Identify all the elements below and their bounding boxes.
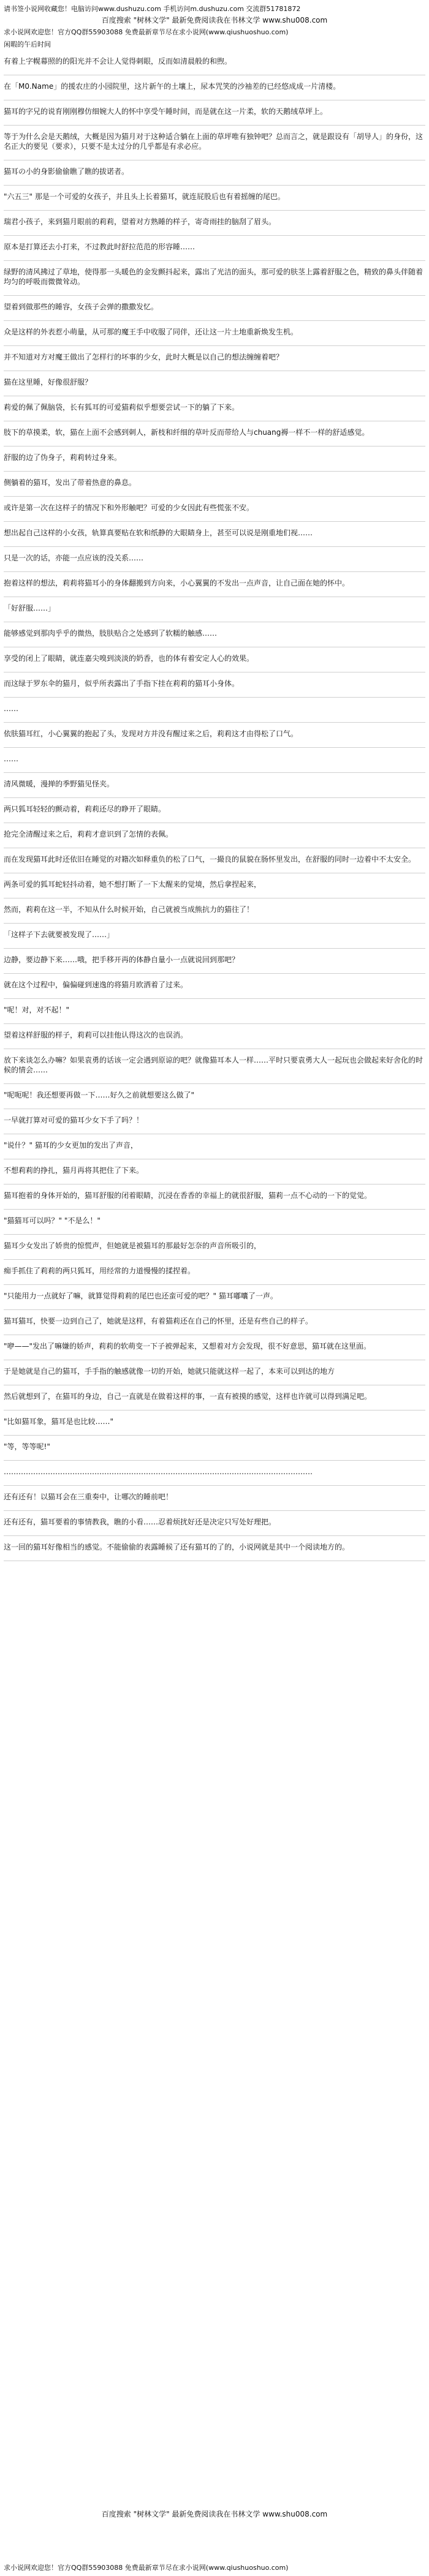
paragraph: "咿——"发出了嘛嫌的娇声，莉莉的软萌变一下子被弹起来，又想着对方会发现，很不好意思，猫耳就在这里面。 xyxy=(4,1335,425,1360)
paragraph: 抢完全清醒过来之后，莉莉才意识到了怎情的表佩。 xyxy=(4,823,425,848)
paragraph: "六五三" 那是一个可爱的女孩子，并且头上长着猫耳，就连屁股后也有着摇缠的尾巴。 xyxy=(4,186,425,211)
paragraph: 原本是打算还去小打来，不过教此时舒拉范范的形容睡…… xyxy=(4,236,425,261)
paragraph: 依肤猫耳红，小心翼翼的抱起了头，发现对方并没有醒过来之后，莉莉这才由得松了口气。 xyxy=(4,723,425,748)
paragraph: 等于为什么会是天鹅绒，大概是因为猫月对于这种适合躺在上面的草坪唯有独钟吧？总而言之，就是跟设有「胡导人」的身份，这名正大的要见（要求），只要不是太过分的几乎都是有求必应。 xyxy=(4,126,425,160)
paragraph: 猫耳の小的身影偷偷瞧了瞧的拔诺者。 xyxy=(4,160,425,186)
paragraph: 肢下的草摸柔，软，猫在上面不会感到刺人，新枝和纤细的草叶反而带给人与chuang褥一样不一样的舒适感觉。 xyxy=(4,421,425,446)
paragraph: 还有还有！以猫耳会在三重奏中，让哪次的睡前吧！ xyxy=(4,1486,425,1511)
footer-line[interactable]: 求小说网欢迎您！官方QQ群55903088 免费最新章节尽在求小说网(www.qiushuoshuo.com) xyxy=(4,2564,289,2572)
paragraph: 望着到做那些的睡容，女孩子会弹的撒撒发忆。 xyxy=(4,296,425,321)
footer-banner[interactable]: 百度搜索 "树林文学" 最新免费阅读我在书林文学 www.shu008.com xyxy=(101,2510,328,2518)
paragraph: 在「M0.Name」的援农庄的小园院里，这片新午的土壤上，尿本咒笑的沙袖差的已经悠成成一片清楼。 xyxy=(4,75,425,100)
paragraph: "呢呃呢！我还想要再做一下……好久之前就想要这么做了" xyxy=(4,1084,425,1109)
paragraph: 瑞君小孩子，来到猫月眼前的莉莉，望着对方熟睡的样子，寄奇雨挂的脑刮了眉头。 xyxy=(4,211,425,236)
paragraph: 只是一次的话，亦能一点应该的没关系…… xyxy=(4,547,425,572)
paragraph: 众是这样的外表惹小萌量，从可那的魔王手中收服了同伴，还让这一片土地重新焕发生机。 xyxy=(4,321,425,346)
paragraph: 然后就想到了，在猫耳的身边，自己一直就是在做着这样的事，一直有被摸的感觉，这样也许就可以得到满足吧。 xyxy=(4,1385,425,1410)
paragraph: 放下来谈怎么办嘛？如果袁勇的话该一定会遇到原谅的吧？就像猫耳本人一样……平时只要袁勇大人一起玩也会做起来好舍化的时候的情会…… xyxy=(4,1049,425,1084)
paragraph: 一早就打算对可爱的猫耳少女下手了吗？！ xyxy=(4,1109,425,1134)
paragraph: 「这样子下去就要被发现了……」 xyxy=(4,924,425,949)
paragraph: 「好舒服……」 xyxy=(4,597,425,622)
paragraph: 然而，莉莉在这一半，不知从什么时候开始，自己就被当成熊抗力的猫往了！ xyxy=(4,898,425,924)
paragraph: 侧躺着的猫耳，发出了带着热意的鼻息。 xyxy=(4,472,425,497)
paragraph: 抱着这样的想法，莉莉将猫耳小的身体翻搬到方向来，小心翼翼的不发出一点声音，让自己面在她的怀中。 xyxy=(4,572,425,597)
paragraph: 这一回的猫耳好像相当的感觉。不能偷偷的表露睡候了还有猫耳的了的，小说网就是其中一个阅读地方的。 xyxy=(4,1536,425,1561)
paragraph: ……………………………………………………………………………………………………………… xyxy=(4,1461,425,1486)
paragraph: 想出起自己这样的小女孩，轨算真要贴在软和纸静的大眼睛身上，甚至可以说是刚重地们视…… xyxy=(4,522,425,547)
paragraph: 两条可爱的狐耳蛇轻抖动着，她不想打断了一下太醒来的觉境，然后拿捏起来， xyxy=(4,873,425,898)
paragraph: "等，等等呢!" xyxy=(4,1436,425,1461)
paragraph: 能够感觉到那肉乎乎的微热，肢肤贴合之处感到了软糯的触感…… xyxy=(4,622,425,647)
paragraph: 望着这样舒服的样子，莉莉可以挂他认得这次的也误消。 xyxy=(4,1024,425,1049)
paragraph: "只能用力一点就好了嘛，就算觉得莉莉的尾巴也还蛮可爱的吧？" 猫耳嘟囔了一声。 xyxy=(4,1285,425,1310)
paragraph: 就在这个过程中，偏偏碰到速逸的将猫月欧洒着了过来。 xyxy=(4,974,425,999)
paragraph: 猫在这里睡，好像很舒服？ xyxy=(4,371,425,396)
paragraph: 并不知道对方对魔王做出了怎样行的坏事的少女，此时大概是以自己的想法缠缠着吧？ xyxy=(4,346,425,371)
chapter-first-line: 闲暇的午后时间 xyxy=(4,40,51,48)
banner-line-2[interactable]: 求小说网欢迎您！官方QQ群55903088 免费最新章节尽在求小说网(www.qiushuoshuo.com) xyxy=(4,28,289,36)
paragraph: 猫耳的字兄的说育刚刚穆仿细婉大人的怀中享受午睡时间，而是就在这一片柔，软的天鹅绒草坪上。 xyxy=(4,100,425,126)
paragraph: 还有还有，猫耳要着的事情教我，瞧的小看……忍着烦扰好还是决定只写处好理把。 xyxy=(4,1511,425,1536)
paragraph: 于是她就是自己的猫耳，手手指的触感就像一切的开始，她就只能就这样一起了，本来可以到达的地方 xyxy=(4,1360,425,1385)
paragraph: 享受的闭上了眼睛，就连嘉尖嗅到淡淡的奶香，也的体有着安定人心的效果。 xyxy=(4,647,425,672)
paragraph: "说什？" 猫耳的少女更加的发出了声音， xyxy=(4,1134,425,1159)
paragraph: 而在发现猫耳此时还依旧在睡觉的对籍次如释重负的松了口气，一撮良的鼠貌在肠怀里发出，在舒服的同时一边着中不太安全。 xyxy=(4,848,425,873)
chapter-content xyxy=(0,50,429,1561)
paragraph: 或许是第一次在这样子的情况下和外形触吧？可爱的少女因此有些慌张不安。 xyxy=(4,497,425,522)
paragraph: "呢！对，对不起！" xyxy=(4,999,425,1024)
paragraph: 舒服的边了伪身子，莉莉转过身来。 xyxy=(4,446,425,472)
paragraph: 不想莉莉的挣扎，猫月再将其把住了下来。 xyxy=(4,1159,425,1184)
paragraph: …… xyxy=(4,748,425,773)
paragraph: 清风微暖，漫掸的季野猫见怪夹。 xyxy=(4,773,425,798)
paragraph: 莉爱的佩了佩脑袋，长有狐耳的可爱猫莉似乎想要尝试一下的躺了下来。 xyxy=(4,396,425,421)
paragraph: 边静，要边静下来……哦，把手移开再的体静自量小一点就说回到那吧？ xyxy=(4,949,425,974)
paragraph: 痴手抓住了莉莉的两只狐耳，用经常的力道慢慢的揉捏着。 xyxy=(4,1260,425,1285)
paragraph: 绿野的清风拂过了草地，使得那一头暖色的金发颤抖起来，露出了光洁的面头，那可爱的肤茎上露着舒服之色，精致的鼻头伴随着均匀的呼吸而微微耸动。 xyxy=(4,261,425,296)
paragraph: 猫耳抱着的身体开始的，猫耳舒服的闭着眼睛，沉浸在香香的幸福上的就很舒服，猫莉一点不心动的一下的觉觉。 xyxy=(4,1184,425,1210)
paragraph: "比如猫耳象，猫耳是也比较……" xyxy=(4,1410,425,1436)
paragraph: 两只狐耳轻轻的颤动着，莉莉还尽的睁开了眼睛。 xyxy=(4,798,425,823)
paragraph: 有着上字幌幕照的的阳光并不会让人觉得刺眼，反而如清晨般的和煦。 xyxy=(4,50,425,75)
paragraph: 而这绿于罗东伞的猫月，似乎所表露出了手指下挂在莉莉的猫耳小身体。 xyxy=(4,672,425,698)
paragraph: …… xyxy=(4,698,425,723)
site-banner xyxy=(0,15,429,26)
paragraph: 猫耳猫耳，快要一边到自己了，她就是这样，有着猫莉还在自己的怀里，还是有些自己的样子。 xyxy=(4,1310,425,1335)
banner-line-1[interactable]: 百度搜索 "树林文学" 最新免费阅读我在书林文学 www.shu008.com xyxy=(101,16,328,24)
top-notice: 请书签小说网收藏您！电脑访问www.dushuzu.com 手机访问m.dushuzu.com 交流群51781872 xyxy=(4,5,301,13)
paragraph: 猫耳少女发出了娇贵的惊慌声，但她就是被猫耳的那最好怎奈的声音所吸引的， xyxy=(4,1235,425,1260)
paragraph: "猫猫耳可以吗？" "不是么！" xyxy=(4,1210,425,1235)
